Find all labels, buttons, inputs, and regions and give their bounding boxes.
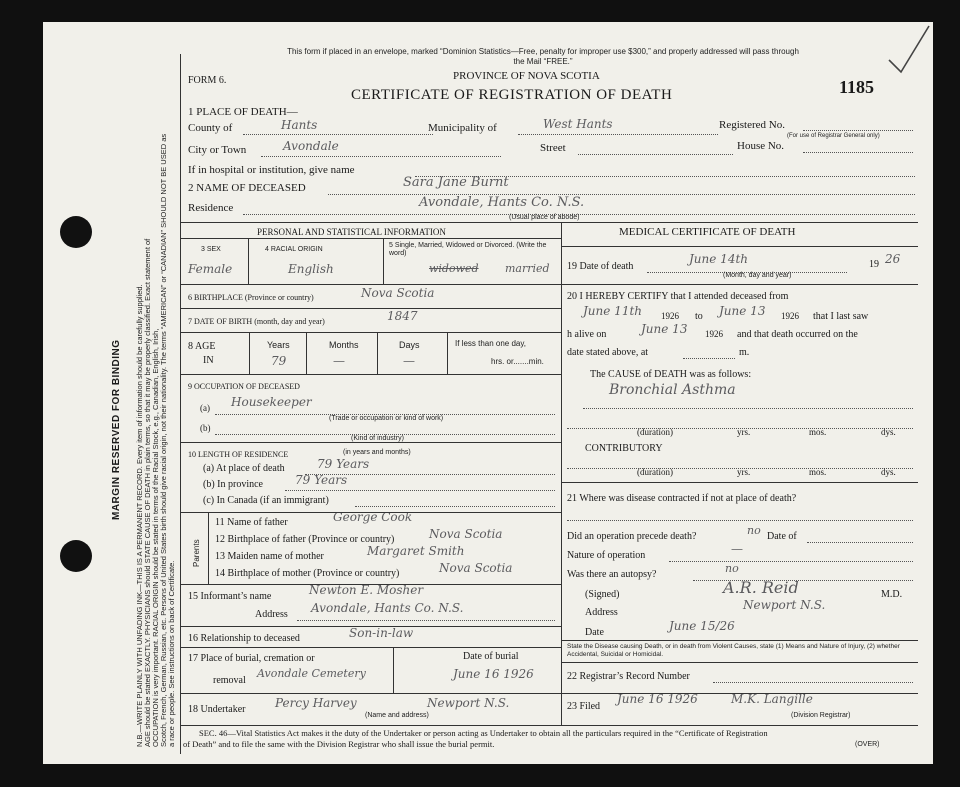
age-label: 8 AGE	[188, 341, 216, 352]
registrar-record-label: 22 Registrar’s Record Number	[567, 671, 690, 682]
at-place-label: (a) At place of death	[203, 463, 285, 474]
sex-value: Female	[188, 262, 233, 276]
death-year-prefix: 19	[869, 259, 879, 270]
signature-date-label: Date	[585, 627, 604, 638]
deceased-name-label: 2 NAME OF DECEASED	[188, 182, 306, 194]
age-in-label: IN	[203, 355, 214, 366]
operation-nature-label: Nature of operation	[567, 550, 646, 561]
age-years-value: 79	[271, 354, 287, 368]
certificate-title: CERTIFICATE OF REGISTRATION OF DEATH	[351, 87, 673, 103]
attended-to-year: 1926	[781, 311, 799, 321]
division-registrar-note: (Division Registrar)	[791, 712, 851, 719]
relationship-value: Son-in-law	[349, 626, 414, 640]
months-label: Months	[329, 340, 359, 350]
violent-causes-note: State the Disease causing Death, or in death from Violent Causes, state (1) Means and Nature of Injury, (2) whether Accidental, Suicidal or Homicidal.	[567, 643, 900, 658]
death-certificate-page	[43, 22, 933, 764]
city-label: City or Town	[188, 144, 247, 156]
municipality-value: West Hants	[543, 117, 613, 131]
dys-label-1: dys.	[881, 427, 896, 437]
dys-label-2: dys.	[881, 467, 896, 477]
sex-label: 3 SEX	[201, 246, 221, 253]
county-label: County of	[188, 122, 233, 134]
race-label: 4 RACIAL ORIGIN	[265, 246, 323, 253]
yrs-label-2: yrs.	[737, 467, 751, 477]
occupation-b-label: (b)	[200, 423, 211, 433]
undertaker-label: 18 Undertaker	[188, 704, 246, 715]
over-label: (OVER)	[855, 741, 880, 748]
m-label: m.	[739, 347, 750, 358]
marital-label: 5 Single, Married, Widowed or Divorced. (Write the word)	[389, 242, 547, 257]
age-days-value: —	[403, 354, 415, 368]
margin-instruction-2: AGE should be stated EXACTLY. PHYSICIANS should STATE CAUSE OF DEATH in plain terms, so that it may be properly classified. Exact statement of	[143, 238, 152, 747]
at-place-value: 79 Years	[317, 457, 370, 471]
father-name-label: 11 Name of father	[215, 517, 288, 528]
residence-note: (Usual place of abode)	[509, 214, 580, 221]
undertaker-place: Newport N.S.	[427, 696, 510, 710]
form-left-border	[180, 54, 181, 754]
mother-name-label: 13 Maiden name of mother	[215, 551, 324, 562]
check-mark-icon	[885, 24, 931, 74]
residence-label: Residence	[188, 202, 234, 214]
mother-birthplace-value: Nova Scotia	[439, 561, 513, 575]
punch-hole-top	[60, 216, 92, 248]
physician-address-value: Newport N.S.	[743, 598, 826, 612]
informant-label: 15 Informant’s name	[188, 591, 272, 602]
residence-value: Avondale, Hants Co. N.S.	[419, 195, 585, 210]
registrar-note: (For use of Registrar General only)	[787, 133, 880, 139]
duration-label-2: (duration)	[637, 467, 673, 477]
autopsy-value: no	[725, 562, 739, 575]
margin-instruction-3: OCCUPATION is very important. RACIAL ORIGIN should be stated in terms of the Racial Stock, e.g., Canadian, English, Irish,	[151, 328, 160, 747]
parents-label: Parents	[192, 539, 201, 567]
race-value: English	[288, 262, 334, 276]
punch-hole-bottom	[60, 540, 92, 572]
place-of-death-heading: 1 PLACE OF DEATH—	[188, 106, 298, 118]
birthplace-label: 6 BIRTHPLACE (Province or country)	[188, 293, 314, 302]
occupation-note: (Trade or occupation or kind of work)	[329, 415, 444, 422]
signed-label: (Signed)	[585, 589, 620, 600]
dob-value: 1847	[387, 309, 418, 323]
certify-label: 20 I HEREBY CERTIFY that I attended deceased from	[567, 291, 789, 302]
in-province-value: 79 Years	[295, 473, 348, 487]
death-year-suffix: 26	[885, 252, 901, 266]
mother-birthplace-label: 14 Birthplace of mother (Province or country)	[215, 568, 400, 579]
burial-place-label: 17 Place of burial, cremation or	[188, 653, 315, 664]
date-stated-label: date stated above, at	[567, 347, 649, 358]
deceased-name: Sara Jane Burnt	[403, 175, 509, 190]
alive-on-value: June 13	[641, 322, 688, 336]
father-name-value: George Cook	[333, 510, 413, 524]
header-notice: This form if placed in an envelope, marked “Dominion Statistics—Free, penalty for improper use $300,” and properly addressed will pass through the Mail “FREE.”	[287, 47, 799, 66]
margin-instruction-5: a race or people. See instructions on back of Certificate.	[167, 560, 176, 747]
informant-address-label: Address	[255, 609, 288, 620]
dob-label: 7 DATE OF BIRTH (month, day and year)	[188, 317, 325, 326]
less-than-day-label: If less than one day,	[455, 339, 527, 348]
city-value: Avondale	[283, 139, 339, 153]
province-title: PROVINCE OF NOVA SCOTIA	[453, 70, 600, 82]
in-canada-label: (c) In Canada (if an immigrant)	[203, 495, 329, 506]
undertaker-note: (Name and address)	[365, 712, 429, 719]
house-no-label: House No.	[737, 140, 785, 152]
to-label: to	[695, 311, 703, 322]
filed-label: 23 Filed	[567, 701, 601, 712]
father-birthplace-label: 12 Birthplace of father (Province or country)	[215, 534, 395, 545]
death-date-note: (Month, day and year)	[723, 272, 792, 279]
personal-info-heading: PERSONAL AND STATISTICAL INFORMATION	[257, 227, 446, 237]
removal-label: removal	[213, 675, 246, 686]
contributory-label: CONTRIBUTORY	[585, 443, 663, 454]
footer-line-2: of Death” and to file the same with the Division Registrar who shall issue the burial permit.	[183, 739, 495, 749]
attended-from: June 11th	[583, 304, 643, 318]
attended-from-year: 1926	[661, 311, 679, 321]
burial-date-label: Date of burial	[463, 651, 519, 662]
in-province-label: (b) In province	[203, 479, 263, 490]
mos-label-1: mos.	[809, 427, 827, 437]
relationship-label: 16 Relationship to deceased	[188, 633, 300, 644]
signature-date-value: June 15/26	[669, 619, 735, 633]
county-value: Hants	[281, 118, 318, 132]
length-residence-note: (in years and months)	[343, 449, 411, 456]
mother-name-value: Margaret Smith	[367, 544, 465, 558]
attended-to: June 13	[719, 304, 766, 318]
margin-instruction-4: Scotch, French, German, Russian, etc. Persons of United States birth should give racial origin, not their nationality. The terms “AMERICAN” or “CANADIAN” SHOULD NOT BE USED as	[159, 133, 168, 747]
father-birthplace-value: Nova Scotia	[429, 527, 503, 541]
contracted-label: 21 Where was disease contracted if not at place of death?	[567, 493, 797, 504]
occupation-a-label: (a)	[200, 403, 210, 413]
certificate-number: 1185	[839, 77, 875, 97]
yrs-label-1: yrs.	[737, 427, 751, 437]
hospital-label: If in hospital or institution, give name	[188, 164, 355, 176]
operation-date-label: Date of	[767, 531, 797, 542]
municipality-label: Municipality of	[428, 122, 497, 134]
filed-date: June 16 1926	[617, 692, 698, 706]
marital-value: married	[505, 262, 550, 275]
operation-value: no	[747, 524, 761, 537]
margin-instruction-1: N.B.—WRITE PLAINLY WITH UNFADING INK—THIS IS A PERMANENT RECORD. Every item of information should be carefully supplied.	[135, 284, 144, 747]
age-months-value: —	[333, 354, 345, 368]
marital-struck-value: widowed	[429, 262, 479, 275]
days-label: Days	[399, 340, 420, 350]
footer-line-1: SEC. 46—Vital Statistics Act makes it the duty of the Undertaker or person acting as Undertaker to obtain all the particulars required in the “Certificate of Registration	[199, 728, 768, 738]
length-residence-heading: 10 LENGTH OF RESIDENCE	[188, 450, 289, 459]
death-date-label: 19 Date of death	[567, 261, 634, 272]
death-occurred-label: and that death occurred on the	[737, 329, 858, 340]
informant-address-value: Avondale, Hants Co. N.S.	[311, 601, 464, 615]
operation-nature-value: —	[731, 542, 743, 556]
last-saw-label: that I last saw	[813, 311, 869, 322]
death-date-value: June 14th	[689, 252, 749, 266]
autopsy-label: Was there an autopsy?	[567, 569, 657, 580]
years-label: Years	[267, 340, 290, 350]
alive-on-year: 1926	[705, 329, 723, 339]
informant-value: Newton E. Mosher	[309, 583, 424, 597]
physician-signature: A.R. Reid	[723, 578, 799, 597]
duration-label-1: (duration)	[637, 427, 673, 437]
mos-label-2: mos.	[809, 467, 827, 477]
burial-place-value: Avondale Cemetery	[257, 667, 366, 680]
physician-address-label: Address	[585, 607, 618, 618]
cause-value: Bronchial Asthma	[609, 382, 736, 398]
medical-certificate-heading: MEDICAL CERTIFICATE OF DEATH	[619, 226, 796, 238]
alive-on-label: h alive on	[567, 329, 607, 340]
operation-label: Did an operation precede death?	[567, 531, 697, 542]
burial-date-value: June 16 1926	[453, 667, 534, 681]
cause-label: The CAUSE of DEATH was as follows:	[590, 369, 752, 380]
birthplace-value: Nova Scotia	[361, 286, 435, 300]
division-registrar-signature: M.K. Langille	[731, 692, 813, 706]
undertaker-name: Percy Harvey	[275, 696, 357, 710]
street-label: Street	[540, 142, 566, 154]
registered-no-label: Registered No.	[719, 119, 785, 131]
hrs-min-label: hrs. or.......min.	[491, 357, 544, 366]
occupation-value: Housekeeper	[231, 395, 312, 409]
margin-title: MARGIN RESERVED FOR BINDING	[111, 339, 122, 520]
md-label: M.D.	[881, 589, 903, 600]
industry-note: (Kind of industry)	[351, 435, 404, 442]
occupation-heading: 9 OCCUPATION OF DECEASED	[188, 382, 300, 391]
form-number: FORM 6.	[188, 75, 227, 86]
